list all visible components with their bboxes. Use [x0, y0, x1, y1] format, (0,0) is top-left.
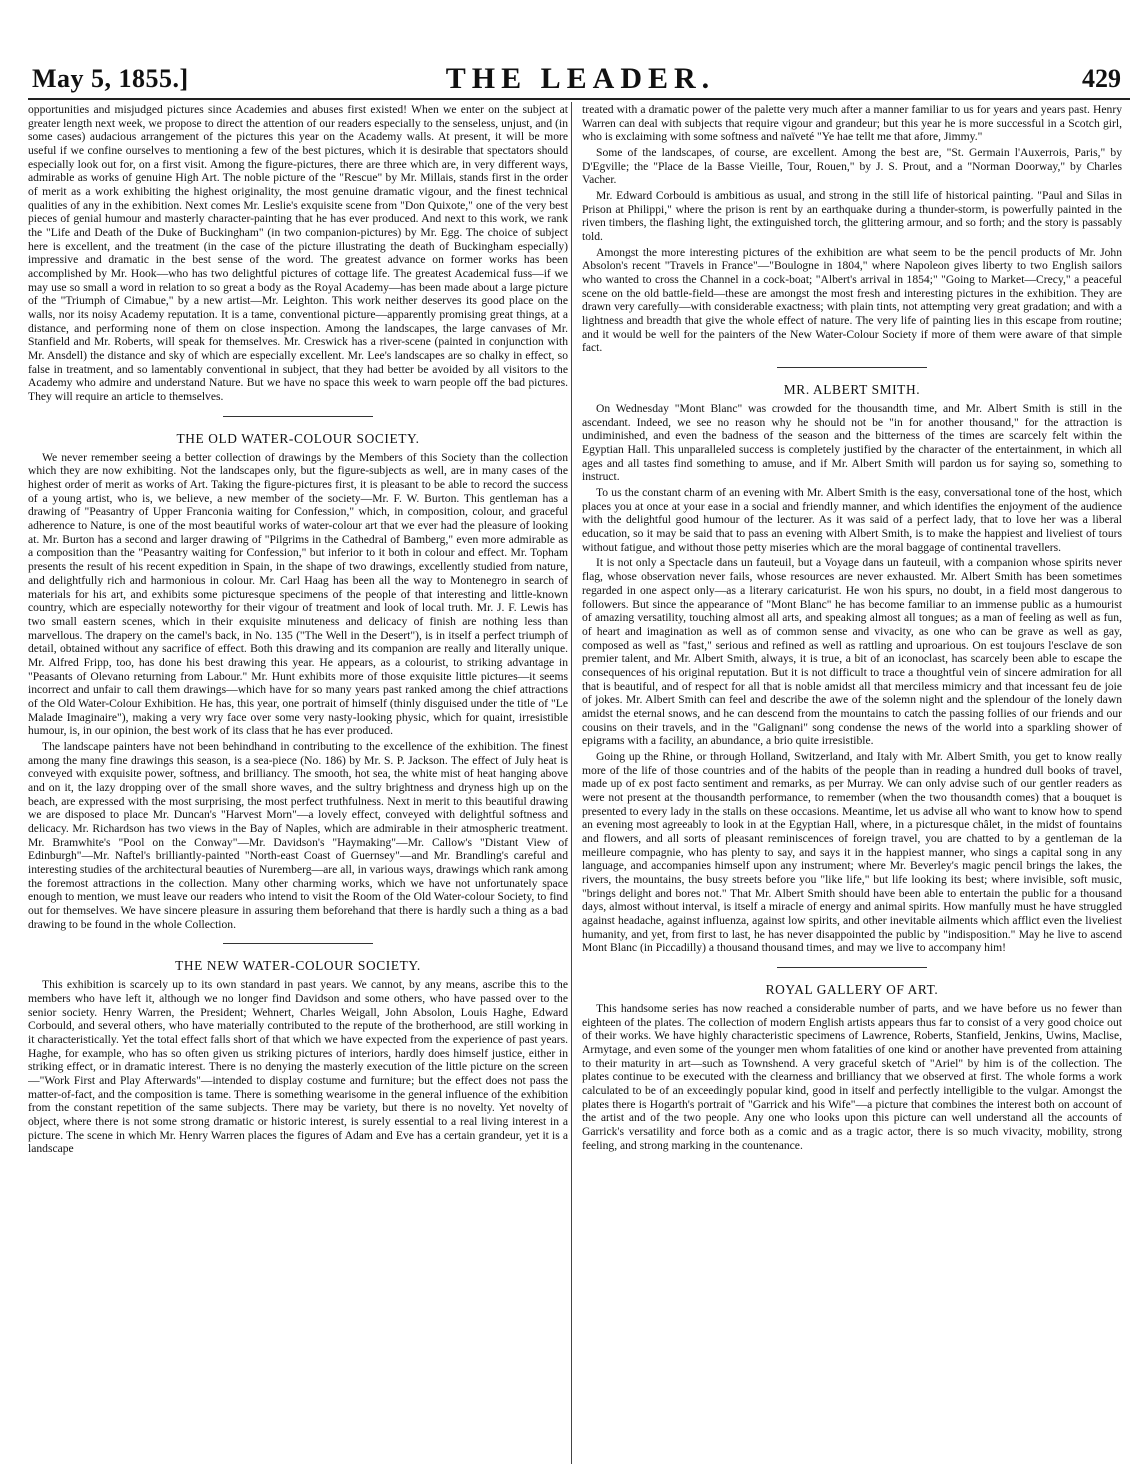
article-paragraph: This handsome series has now reached a considerable number of parts, and we have before us no fewer than eighteen of the plates. The collection of modern English artists appears thus far to consist of a very good choice out of their works. We have highly characteristic specimens of Lawrence, Roberts, Stanfield, Jenkins, Uwins, Maclise, Armytage, and even some of the younger men whom fatalities of one kind or another have prevented from attaining to their maturity in art—such as Townshend. A very graceful sketch of "Ariel" by him is of the collection. The plates continue to be executed with the clearness and brilliancy that we observed at first. The whole forms a work calculated to be of an exceedingly popular kind, good in itself and perfectly intelligible to the vulgar. Amongst the plates there is Hogarth's portrait of "Garrick and his Wife"—a picture that combines the interest both on account of the artist and of the two people. Any one who looks upon this picture can well understand all the accounts of Garrick's versatility and force both as a comic and as a tragic actor, there is so much vivacity, mobility, strong feeling, and strong marking in the countenance. — [582, 1001, 1122, 1152]
article-paragraph: This exhibition is scarcely up to its own standard in past years. We cannot, by any means, ascribe this to the members who have left it, although we no longer find Davidson and some others, who have passed over to the senior society. Henry Warren, the President; Wehnert, Charles Weigall, John Absolon, Louis Haghe, Edward Corbould, and several others, who have materially contributed to the repute of the brotherhood, are still working in it characteristically. Yet the total effect falls short of that which we have expected from the experience of past years. Haghe, for example, who has so often given us striking pictures of interiors, hardly does himself justice, either in striking effect, or in dramatic interest. There is no denying the masterly execution of the little picture on the screen—"Work First and Play Afterwards"—intended to display costume and furniture; but the effect does not pass the matter-of-fact, and the composition is tame. There is something wearisome in the general influence of the exhibition from the constant repetition of the same subjects. There may be variety, but there is no novelty. Yet novelty of object, where there is not some strong dramatic or historic interest, is surely essential to a real living interest in a picture. The scene in which Mr. Henry Warren places the figures of Adam and Eve has a certain grandeur, yet it is a landscape — [28, 978, 568, 1156]
section-rule — [223, 416, 373, 417]
newspaper-title: THE LEADER. — [445, 62, 716, 95]
article-paragraph: Amongst the more interesting pictures of the exhibition are what seem to be the pencil products of Mr. John Absolon's recent "Travels in France"—"Boulogne in 1804," where Napoleon gives liberty to two English sailors who wanted to cross the Channel in a cock-boat; "Albert's arrival in 1854;" "Going to Market—Crecy," a peaceful scene on the old battle-field—these are amongst the most fresh and interesting pictures in the exhibition. They are drawn very carefully—with considerable exactness; with plain tints, not attempting very great gradation; and with a lightness and breadth that give the whole effect of nature. The very life of painting lies in this escape from routine; and it would be well for the painters of the New Water-Colour Society if more of them were aware of that simple fact. — [582, 245, 1122, 355]
article-paragraph: Some of the landscapes, of course, are excellent. Among the best are, "St. Germain l'Auxerrois, Paris," by D'Egville; the "Place de la Basse Vieille, Tour, Rouen," by J. S. Prout, and a "Norman Doorway," by Charles Vacher. — [582, 146, 1122, 187]
section-rule — [777, 367, 927, 368]
page-header — [28, 62, 1133, 98]
royal-gallery-heading: ROYAL GALLERY OF ART. — [765, 981, 939, 997]
albert-smith-heading: MR. ALBERT SMITH. — [783, 382, 921, 398]
article-paragraph: It is not only a Spectacle dans un fauteuil, but a Voyage dans un fauteuil, with a companion whose spirits never flag, whose observation never fails, whose resources are never exhausted. Mr. Albert Smith has been sometimes regarded in one aspect only—as a literary caricaturist. He won his spurs, no doubt, in a field most dangerous to followers. But since the appearance of "Mont Blanc" he has become familiar to an immense public as a humourist of amazing versatility, touching almost all arts, and speaking almost all tongues; as a man of feeling as well as fun, of heart and imagination as well as of common sense and vivacity, as one who can be grave as well as gay, composed as well as "fast," serious and refined as well as rattling and uproarious. On est toujours l'esclave de son premier talent, and Mr. Albert Smith, always, it is true, a bit of an iconoclast, has scarcely been able to escape the consequences of his original reputation. But it is not difficult to trace a thoughtful vein of sincere admiration for all that is beautiful, and of respect for all that is noble amidst all that merciless mimicry and that incessant feu de joie of jokes. Mr. Albert Smith can feel and describe the awe of the solemn night and the splendour of the lonely dawn amidst the eternal snows, and he can descend from the mountains to catch the passing follies of our friends and our cousins on their travels, and in the "Galignani" song condense the news of the world into a sparkling shower of epigrams with a facility, an abundance, a brio quite irresistible. — [582, 556, 1122, 748]
article-paragraph: treated with a dramatic power of the palette very much after a manner familiar to us for years and years past. Henry Warren can deal with subjects that require vigour and grandeur; but this year he is more successful in a Scotch girl, who is exclaiming with some softness and naïveté "Ye hae tellt me that afore, Jimmy." — [582, 103, 1122, 144]
article-paragraph: We never remember seeing a better collection of drawings by the Members of this Society than the collection which they are now exhibiting. Not the landscapes only, but the figure-subjects as well, are in many cases of the highest order of merit as works of Art. Taking the figure-pictures first, it is pleasant to be able to record the success of a young artist, who is, we believe, a new member of the society—Mr. F. W. Burton. This gentleman has a drawing of "Peasantry of Upper Franconia waiting for Confession," which, in composition, colour, and graceful adherence to Nature, is one of the most beautiful works of water-colour art that we ever had the pleasure of looking at. Mr. Burton has a second and larger drawing of "Pilgrims in the Cathedral of Bamberg," even more admirable as a composition than the "Peasantry waiting for Confession," but inferior to it both in colour and effect. Mr. Topham presents the result of his recent expedition in Spain, in the shape of two drawings, excellently studied from nature, and delightfully rich and harmonious in colour. Mr. Carl Haag has been all the way to Montenegro in search of materials for his art, and exhibits some picturesque specimens of the people of that interesting and little-known country, which are especially noteworthy for their vigour of treatment and look of local truth. Mr. J. F. Lewis has two small eastern scenes, which in their exquisite minuteness and delicacy of finish are nothing less than marvellous. The drapery on the camel's back, in No. 135 ("The Well in the Desert"), is in itself a perfect triumph of detail, obtained without any sacrifice of effect. Both this drawing and its companion are really and literally unique. Mr. Alfred Fripp, too, has done his best drawing this year. He appears, as a colourist, to striking advantage in "Peasants of Olevano returning from Labour." Mr. Hunt exhibits more of those exquisite little pictures—it seems incorrect and unfair to call them drawings—which have for so many years past ranked among the chief attractions of the Old Water-Colour Exhibition. He has, this year, one portrait of himself (thinly disguised under the title of "Le Malade Imaginaire"), making a very wry face over some very nasty-looking physic, which for quaint, irresistible humour, is, in our opinion, the best work of its class that he has ever produced. — [28, 450, 568, 738]
left-column — [28, 103, 568, 1463]
academy-article-continuation: opportunities and misjudged pictures since Academies and abuses first existed! When we enter on the subject at greater length next week, we propose to direct the attention of our readers especially to the senseless, unjust, and (in some cases) audacious arrangement of the pictures this year on the Academy walls. At present, it will be more useful if we confine ourselves to mentioning a few of the best pictures, which it is desirable that spectators should especially look out for, on a first visit. Among the figure-pictures, there are three which are, in very different ways, admirable as works of genuine High Art. The noble picture of the "Rescue" by Mr. Millais, stands first in the order of merit as a work exhibiting the highest originality, the most genuine dramatic vigour, and the finest technical qualities of any in the exhibition. Next comes Mr. Leslie's exquisite scene from "Don Quixote," one of the very best pieces of genial humour and masterly character-painting that he has ever produced. And next to this work, we rank the "Life and Death of the Duke of Buckingham" (in two companion-pictures) by Mr. Egg. The choice of subject here is excellent, and the treatment (in the case of the picture illustrating the death of Buckingham especially) impressive and dramatic in the best sense of the word. The greatest advance on former works has been accomplished by Mr. Hook—who has two delightful pictures of cottage life. The greatest Academical fuss—if we may use so small a word in relation to so great a body as the Royal Academy—has been made about a large picture of the "Triumph of Cimabue," by a new artist—Mr. Leighton. This work neither deserves its good place on the walls, nor its noisy Academy reputation. It is a tame, conventional picture—apparently promising great things, at a distance, and performing none of them on close inspection. Among the landscapes, the large canvases of Mr. Stanfield and Mr. Roberts, will speak for themselves. Mr. Creswick has a river-scene (painted in conjunction with Mr. Ansdell) the distance and sky of which are especially excellent. Mr. Lee's landscapes are so chalky in effect, so false in treatment, and so lamentably conventional in subject, that they had better be avoided by all visitors to the Academy who admire and understand Nature. But we have no space this week to warn people off the bad pictures. They will require an article to themselves. — [28, 103, 568, 404]
article-paragraph: Mr. Edward Corbould is ambitious as usual, and strong in the still life of historical painting. "Paul and Silas in Prison at Philippi," where the prison is rent by an earthquake during a thunder-storm, is powerfully painted in the riven timbers, the flashing light, the extinguished torch, the glittering armour, and so forth; and the story is passably told. — [582, 189, 1122, 244]
section-rule — [223, 943, 373, 944]
new-water-colour-society-heading: THE NEW WATER-COLOUR SOCIETY. — [175, 958, 421, 974]
article-paragraph: To us the constant charm of an evening with Mr. Albert Smith is the easy, conversational tone of the host, which places you at once at your ease in a social and friendly manner, and which identifies the enjoyment of the audience with the delightful good humour of the lecturer. As it was said of a perfect lady, that to love her was a liberal education, so it may be said that to pass an evening with Albert Smith, is to make the happiest and liveliest of tours without fatigue, and without those petty miseries which are the moral baggage of continental travellers. — [582, 486, 1122, 554]
section-rule — [777, 967, 927, 968]
issue-date: May 5, 1855.] — [32, 64, 189, 93]
page-number: 429 — [1082, 64, 1121, 93]
right-column — [582, 103, 1122, 1463]
article-paragraph: The landscape painters have not been behindhand in contributing to the excellence of the exhibition. The finest among the many fine drawings this season, is a sea-piece (No. 186) by Mr. S. P. Jackson. The effect of July heat is conveyed with exquisite power, softness, and brilliancy. The smooth, hot sea, the white mist of heat hanging above and on it, the lazy dropping over of the small shore waves, and the sultry brightness and dryness high up on the beach, are expressed with the most surprising, the most perfect truthfulness. Next in merit to this beautiful drawing we are disposed to place Mr. Duncan's "Harvest Morn"—a lovely effect, conveyed with delightful softness and delicacy. Mr. Richardson has two views in the Bay of Naples, which are admirable in their atmospheric treatment. Mr. Bramwhite's "Pool on the Conway"—Mr. Davidson's "Haymaking"—Mr. Callow's "Distant View of Edinburgh"—Mr. Naftel's brilliantly-painted "North-east Coast of Guernsey"—and Mr. Brandling's careful and interesting studies of the architectural beauties of Nuremberg—are all, in various ways, drawings which rank among the foremost attractions in the collection. Many other charming works, which we have not unfortunately space enough to mention, we must leave our readers who intend to visit the Room of the Old Water-colour Society, to find out for themselves. We have sincere pleasure in assuring them beforehand that there is hardly such a thing as a bad drawing to be found in the whole Collection. — [28, 739, 568, 931]
article-paragraph: Going up the Rhine, or through Holland, Switzerland, and Italy with Mr. Albert Smith, you get to know really more of the life of those countries and of the habits of the people than in reading a hundred dull books of travel, made up of ex post facto sentiment and remarks, as per Murray. We can only advise such of our gentler readers as were not present at the thousandth performance, to remember (when the two thousandth comes) that a bouquet is presented to every lady in the stalls on these occasions. Meantime, let us advise all who want to know how to spend an evening most agreeably to look in at the Egyptian Hall, where, in a picturesque châlet, in the midst of fountains and flowers, and all sorts of pleasant reminiscences of foreign travel, you are chatted to by a gentleman de la meilleure compagnie, who has plenty to say, and says it in the happiest manner, who sings a capital song in any language, and accompanies himself upon any instrument; where Mr. Beverley's magic pencil brings the lakes, the rivers, the mountains, the busy streets before you "like life," but life looking its best; where invisible, soft music, "brings delight and bores not." That Mr. Albert Smith should have been able to entertain the public for a thousand days, almost without interval, is itself a miracle of energy and animal spirits. How manfully must he have struggled against headache, against influenza, against low spirits, and other inevitable ailments which afflict even the liveliest humanity, and yet, from first to last, he has never disappointed the public by "indisposition." May he live to ascend Mont Blanc (in Piccadilly) a thousand thousand times, and may we live to accompany him! — [582, 749, 1122, 955]
article-paragraph: On Wednesday "Mont Blanc" was crowded for the thousandth time, and Mr. Albert Smith is still in the ascendant. Indeed, we see no reason why he should not be "in for another thousand," for the attraction is undiminished, and even the badness of the season and the bitterness of the times are scarcely felt within the Egyptian Hall. This unparalleled success is completely justified by the character of the entertainment, in which all ages and all tastes find something to amuse, and if Mr. Albert Smith will pardon us for saying so, something to instruct. — [582, 402, 1122, 484]
old-water-colour-society-heading: THE OLD WATER-COLOUR SOCIETY. — [176, 430, 420, 446]
header-rule — [28, 98, 1130, 100]
column-divider — [571, 102, 572, 1464]
